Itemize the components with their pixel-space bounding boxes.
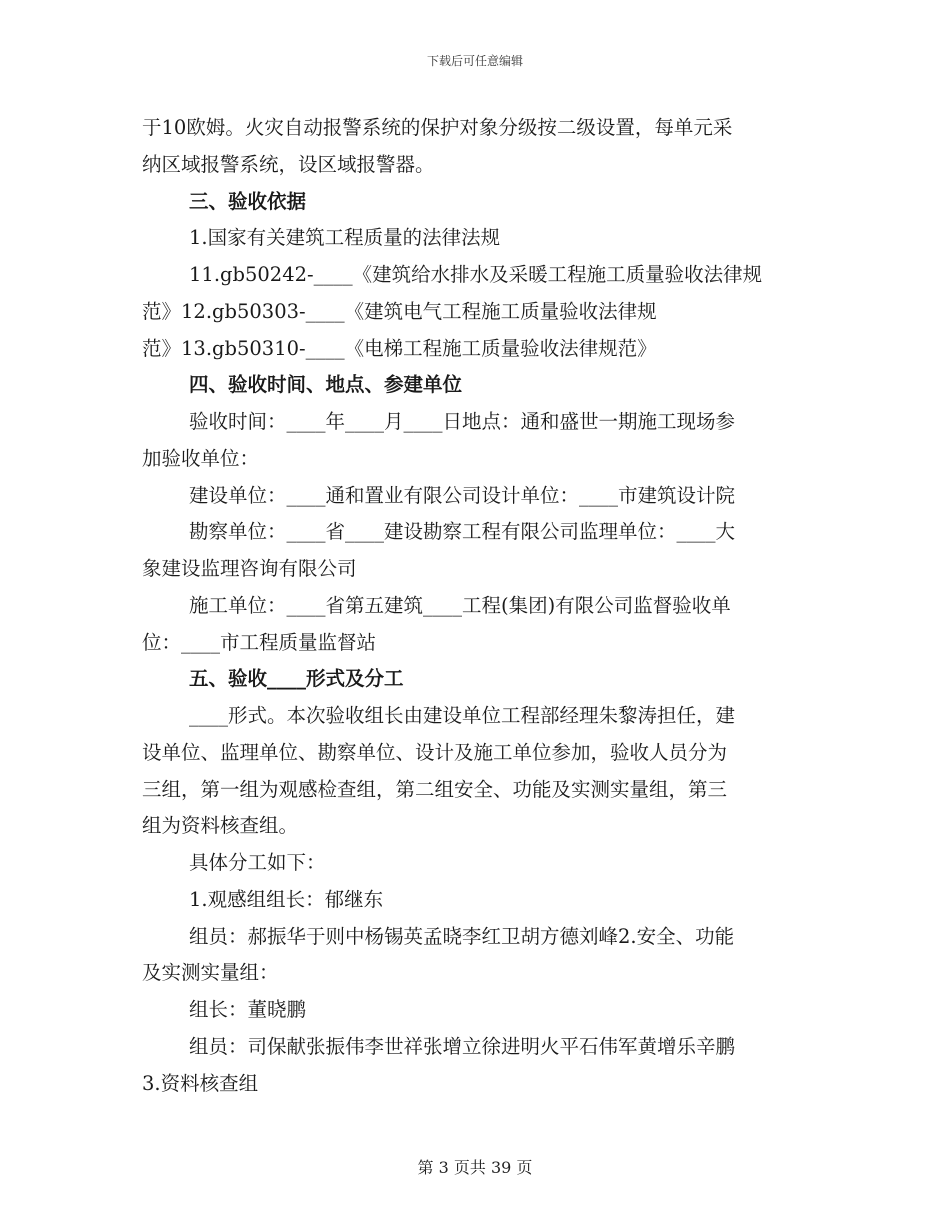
text-line: 三组，第一组为观感检查组，第二组安全、功能及实测实量组，第三 [142,777,728,801]
text-line: 1.国家有关建筑工程质量的法律法规 [189,226,501,250]
text-line: 11.gb50242-____《建筑给水排水及采暖工程施工质量验收法律规 [189,263,763,286]
page-footer: 第 3 页共 39 页 [417,1158,533,1177]
text-line: 组为资料核查组。 [142,814,299,838]
text-line: 设单位、监理单位、勘察单位、设计及施工单位参加，验收人员分为 [142,740,728,764]
section-heading: 五、验收____形式及分工 [189,667,404,691]
text-line: 组员：郝振华于则中杨锡英孟晓李红卫胡方德刘峰2.安全、功能 [189,924,735,948]
text-line: 组长：董晓鹏 [189,998,307,1021]
text-line: 勘察单位：____省____建设勘察工程有限公司监理单位：____大 [189,520,736,544]
text-line: 象建设监理咨询有限公司 [142,557,357,580]
text-line: 1.观感组组长：郁继东 [189,887,384,911]
text-line: 验收时间：____年____月____日地点：通和盛世一期施工现场参 [189,410,736,433]
text-line: 组员：司保献张振伟李世祥张增立徐进明火平石伟军黄增乐辛鹏 [189,1034,736,1058]
text-line: 位：____市工程质量监督站 [142,630,377,654]
text-line: 于10欧姆。火灾自动报警系统的保护对象分级按二级设置，每单元采 [142,116,733,139]
section-heading: 四、验收时间、地点、参建单位 [189,373,463,397]
text-line: 施工单位：____省第五建筑____工程(集团)有限公司监督验收单 [189,593,731,617]
text-line: 范》12.gb50303-____《建筑电气工程施工质量验收法律规 [142,299,657,323]
document-body [142,110,810,1102]
text-line: 纳区域报警系统，设区域报警器。 [142,152,435,176]
text-line: 具体分工如下： [189,851,326,874]
text-line: 3.资料核查组 [142,1071,259,1095]
text-line: ____形式。本次验收组长由建设单位工程部经理朱黎涛担任，建 [189,704,736,727]
text-line: 及实测实量组： [142,961,279,985]
text-line: 建设单位：____通和置业有限公司设计单位：____市建筑设计院 [189,483,736,507]
text-line: 范》13.gb50310-____《电梯工程施工质量验收法律规范》 [142,336,657,360]
text-line: 加验收单位： [142,446,260,470]
section-heading: 三、验收依据 [189,189,307,213]
page-header: 下载后可任意编辑 [426,54,523,68]
